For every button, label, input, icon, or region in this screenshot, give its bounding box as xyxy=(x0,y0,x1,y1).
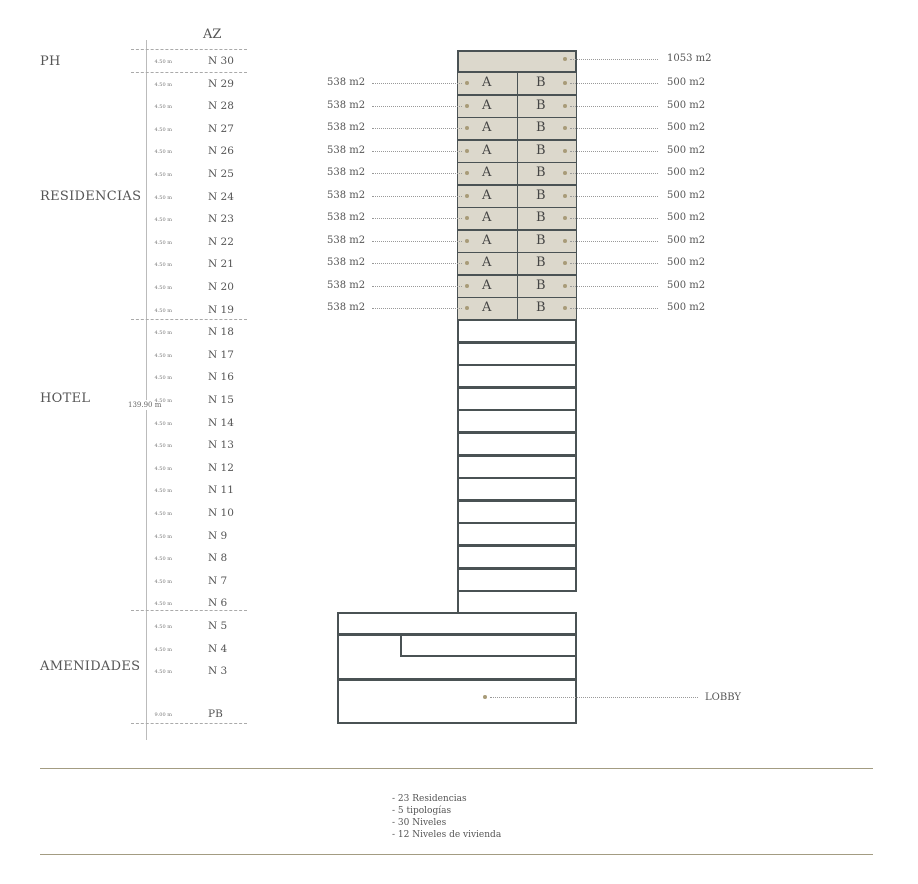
unit-b-dot xyxy=(563,284,567,288)
unit-a-dot xyxy=(465,306,469,310)
unit-b xyxy=(517,275,577,298)
unit-a-letter: A xyxy=(482,120,492,135)
unit-b-dot xyxy=(563,149,567,153)
unit-a-letter: A xyxy=(482,210,492,225)
level-height: 4.50 m xyxy=(154,126,172,133)
unit-a-leader xyxy=(372,241,462,242)
level-height: 4.50 m xyxy=(154,511,172,517)
penthouse-dot xyxy=(563,57,567,61)
unit-b-dot xyxy=(563,104,567,108)
level-name: N 15 xyxy=(208,394,234,406)
level-height: 4.50 m xyxy=(154,149,172,156)
unit-b-letter: B xyxy=(536,232,546,248)
unit-a-area: 538 m2 xyxy=(327,212,366,223)
unit-a-area: 538 m2 xyxy=(327,167,366,178)
footer-rule-bottom xyxy=(40,854,873,855)
hotel-floor xyxy=(457,455,577,479)
summary-notes xyxy=(392,793,501,841)
unit-b-leader xyxy=(570,151,658,152)
divider-bottom xyxy=(131,723,247,724)
level-height: 9.00 m xyxy=(154,712,172,718)
level-height: 4.50 m xyxy=(154,217,172,224)
level-height: 4.50 m xyxy=(154,443,172,450)
unit-a-letter: A xyxy=(482,75,492,90)
hotel-floor xyxy=(457,522,577,546)
unit-b xyxy=(517,95,577,118)
level-name: N 9 xyxy=(208,529,228,542)
unit-b-leader xyxy=(570,196,658,197)
unit-a-area: 538 m2 xyxy=(327,257,366,268)
amenity-floor-n4-n3 xyxy=(337,634,577,680)
level-height: 4.50 m xyxy=(154,578,172,585)
unit-b-area: 500 m2 xyxy=(667,212,706,223)
total-height-label: 139.90 m xyxy=(128,401,162,409)
unit-a-letter: A xyxy=(482,255,492,270)
penthouse-area-label: 1053 m2 xyxy=(667,53,712,64)
level-height: 4.50 m xyxy=(154,172,172,178)
az-label: AZ xyxy=(203,27,222,42)
divider-hotel-amenidades xyxy=(131,610,247,611)
unit-b xyxy=(517,207,577,230)
unit-a-dot xyxy=(465,149,469,153)
level-height: 4.50 m xyxy=(154,624,172,630)
unit-a-letter: A xyxy=(482,300,492,315)
footer-rule-top xyxy=(40,768,873,769)
unit-a-leader xyxy=(372,173,462,174)
unit-a-letter: A xyxy=(482,142,492,158)
divider-residencias-hotel xyxy=(131,319,247,320)
unit-a-dot xyxy=(465,261,469,265)
hotel-floor xyxy=(457,387,577,411)
unit-b-letter: B xyxy=(536,210,546,225)
unit-a-leader xyxy=(372,151,462,152)
unit-a-letter: A xyxy=(482,277,492,293)
unit-a-area: 538 m2 xyxy=(327,99,366,111)
level-name: N 12 xyxy=(208,461,234,474)
section-label-ph: PH xyxy=(40,54,61,69)
unit-a-area: 538 m2 xyxy=(327,77,366,88)
lobby-label: LOBBY xyxy=(705,692,741,703)
unit-a-area: 538 m2 xyxy=(327,122,366,133)
level-height: 4.50 m xyxy=(154,533,172,540)
unit-b xyxy=(517,72,577,95)
penthouse-leader xyxy=(570,59,658,60)
level-height: 4.50 m xyxy=(154,352,172,359)
level-height: 4.50 m xyxy=(154,307,172,314)
amenity-step-vertical xyxy=(400,634,402,657)
unit-b-dot xyxy=(563,194,567,198)
unit-b-dot xyxy=(563,216,567,220)
unit-a-dot xyxy=(465,284,469,288)
unit-b-area: 500 m2 xyxy=(667,189,706,201)
level-name: N 13 xyxy=(208,439,234,452)
unit-b xyxy=(517,140,577,163)
unit-a-leader xyxy=(372,83,462,84)
unit-b-dot xyxy=(563,306,567,310)
unit-b-dot xyxy=(563,171,567,175)
note-residencias: - 23 Residencias xyxy=(392,794,467,804)
hotel-floor xyxy=(457,342,577,366)
unit-a-leader xyxy=(372,286,462,287)
level-name: N 28 xyxy=(208,100,234,113)
level-name: N 25 xyxy=(208,168,234,180)
unit-b-leader xyxy=(570,128,658,129)
unit-b-leader xyxy=(570,106,658,107)
unit-a-letter: A xyxy=(482,97,492,113)
note-niveles-vivienda: - 12 Niveles de vivienda xyxy=(392,830,502,840)
level-name: N 29 xyxy=(208,77,234,90)
level-name: PB xyxy=(208,708,223,720)
unit-a-letter: A xyxy=(482,165,492,180)
unit-a-dot xyxy=(465,171,469,175)
unit-b-letter: B xyxy=(536,97,546,113)
section-label-amenidades: AMENIDADES xyxy=(40,659,141,674)
unit-b-leader xyxy=(570,241,658,242)
unit-a-dot xyxy=(465,239,469,243)
level-height: 4.50 m xyxy=(154,488,172,495)
unit-a-dot xyxy=(465,81,469,85)
unit-b-area: 500 m2 xyxy=(667,144,706,156)
level-name: N 19 xyxy=(208,303,234,316)
unit-b-letter: B xyxy=(536,75,546,90)
unit-b-leader xyxy=(570,263,658,264)
level-height: 4.50 m xyxy=(154,262,172,269)
penthouse-floor xyxy=(457,50,577,73)
unit-a-area: 538 m2 xyxy=(327,189,366,201)
level-name: N 8 xyxy=(208,552,228,565)
unit-b xyxy=(517,117,577,140)
unit-b-area: 500 m2 xyxy=(667,99,706,111)
unit-a-dot xyxy=(465,194,469,198)
unit-a-leader xyxy=(372,263,462,264)
podium-connector xyxy=(457,590,459,612)
unit-b-area: 500 m2 xyxy=(667,279,706,291)
hotel-floor xyxy=(457,568,577,592)
unit-a-area: 538 m2 xyxy=(327,302,366,313)
level-axis-line xyxy=(146,40,147,740)
level-height: 4.50 m xyxy=(154,81,172,88)
level-height: 4.50 m xyxy=(154,59,172,65)
unit-b-letter: B xyxy=(536,165,546,180)
section-label-residencias: RESIDENCIAS xyxy=(40,189,142,204)
level-name: N 20 xyxy=(208,281,234,293)
lobby-floor xyxy=(337,679,577,724)
unit-a-leader xyxy=(372,196,462,197)
level-name: N 3 xyxy=(208,665,228,678)
level-name: N 26 xyxy=(208,145,234,158)
unit-b-letter: B xyxy=(536,255,546,270)
level-name: N 30 xyxy=(208,55,234,67)
level-name: N 14 xyxy=(208,416,234,429)
level-name: N 6 xyxy=(208,597,228,610)
level-height: 4.50 m xyxy=(154,556,172,563)
unit-b-letter: B xyxy=(536,142,546,158)
amenity-floor-n5 xyxy=(337,612,577,635)
level-height: 4.50 m xyxy=(154,669,172,676)
hotel-floor xyxy=(457,409,577,433)
unit-b-area: 500 m2 xyxy=(667,167,706,178)
unit-b-leader xyxy=(570,308,658,309)
unit-b-area: 500 m2 xyxy=(667,257,706,268)
level-height: 4.50 m xyxy=(154,646,172,653)
divider-top xyxy=(131,49,247,50)
level-height: 4.50 m xyxy=(154,398,172,404)
note-niveles: - 30 Niveles xyxy=(392,818,447,828)
unit-b xyxy=(517,230,577,253)
unit-a-letter: A xyxy=(482,232,492,248)
unit-b-letter: B xyxy=(536,120,546,135)
unit-b xyxy=(517,162,577,185)
unit-a-letter: A xyxy=(482,187,492,203)
unit-a-dot xyxy=(465,216,469,220)
level-height: 4.50 m xyxy=(154,330,172,337)
unit-a-area: 538 m2 xyxy=(327,234,366,246)
hotel-floor xyxy=(457,545,577,569)
level-name: N 11 xyxy=(208,484,234,497)
unit-b-leader xyxy=(570,286,658,287)
unit-b xyxy=(517,185,577,208)
unit-a-leader xyxy=(372,128,462,129)
unit-a-area: 538 m2 xyxy=(327,279,366,291)
unit-b-dot xyxy=(563,81,567,85)
unit-b-letter: B xyxy=(536,300,546,315)
level-name: N 23 xyxy=(208,213,234,226)
unit-b-dot xyxy=(563,239,567,243)
hotel-floor xyxy=(457,477,577,501)
unit-a-leader xyxy=(372,218,462,219)
level-name: N 18 xyxy=(208,326,234,339)
hotel-floor xyxy=(457,319,577,343)
lobby-leader xyxy=(490,697,698,698)
level-name: N 4 xyxy=(208,642,228,655)
unit-b-area: 500 m2 xyxy=(667,77,706,88)
level-height: 4.50 m xyxy=(154,285,172,291)
level-name: N 21 xyxy=(208,258,234,271)
level-height: 4.50 m xyxy=(154,104,172,111)
level-name: N 7 xyxy=(208,574,228,587)
unit-b-letter: B xyxy=(536,277,546,293)
hotel-floor xyxy=(457,432,577,456)
unit-b-dot xyxy=(563,126,567,130)
unit-b xyxy=(517,252,577,275)
level-name: N 5 xyxy=(208,620,228,632)
level-name: N 22 xyxy=(208,235,234,248)
level-height: 4.50 m xyxy=(154,465,172,472)
level-height: 4.50 m xyxy=(154,601,172,608)
level-height: 4.50 m xyxy=(154,239,172,246)
amenity-step-horizontal xyxy=(400,655,577,657)
hotel-floor xyxy=(457,500,577,524)
divider-ph-residencias xyxy=(131,72,247,73)
unit-b-leader xyxy=(570,83,658,84)
unit-b-area: 500 m2 xyxy=(667,302,706,313)
level-name: N 17 xyxy=(208,348,234,361)
lobby-dot xyxy=(483,695,487,699)
level-height: 4.50 m xyxy=(154,194,172,201)
unit-a-leader xyxy=(372,106,462,107)
hotel-floor xyxy=(457,364,577,388)
level-name: N 16 xyxy=(208,371,234,384)
level-name: N 27 xyxy=(208,122,234,135)
unit-a-leader xyxy=(372,308,462,309)
level-height: 4.50 m xyxy=(154,375,172,382)
unit-b-leader xyxy=(570,218,658,219)
unit-a-dot xyxy=(465,126,469,130)
unit-b-letter: B xyxy=(536,187,546,203)
unit-b-area: 500 m2 xyxy=(667,234,706,246)
unit-a-dot xyxy=(465,104,469,108)
note-tipologias: - 5 tipologías xyxy=(392,806,452,816)
unit-b-dot xyxy=(563,261,567,265)
unit-b-area: 500 m2 xyxy=(667,122,706,133)
level-name: N 10 xyxy=(208,507,234,519)
level-height: 4.50 m xyxy=(154,420,172,427)
unit-b xyxy=(517,297,577,320)
unit-b-leader xyxy=(570,173,658,174)
section-label-hotel: HOTEL xyxy=(40,391,91,406)
unit-a-area: 538 m2 xyxy=(327,144,366,156)
level-name: N 24 xyxy=(208,190,234,203)
